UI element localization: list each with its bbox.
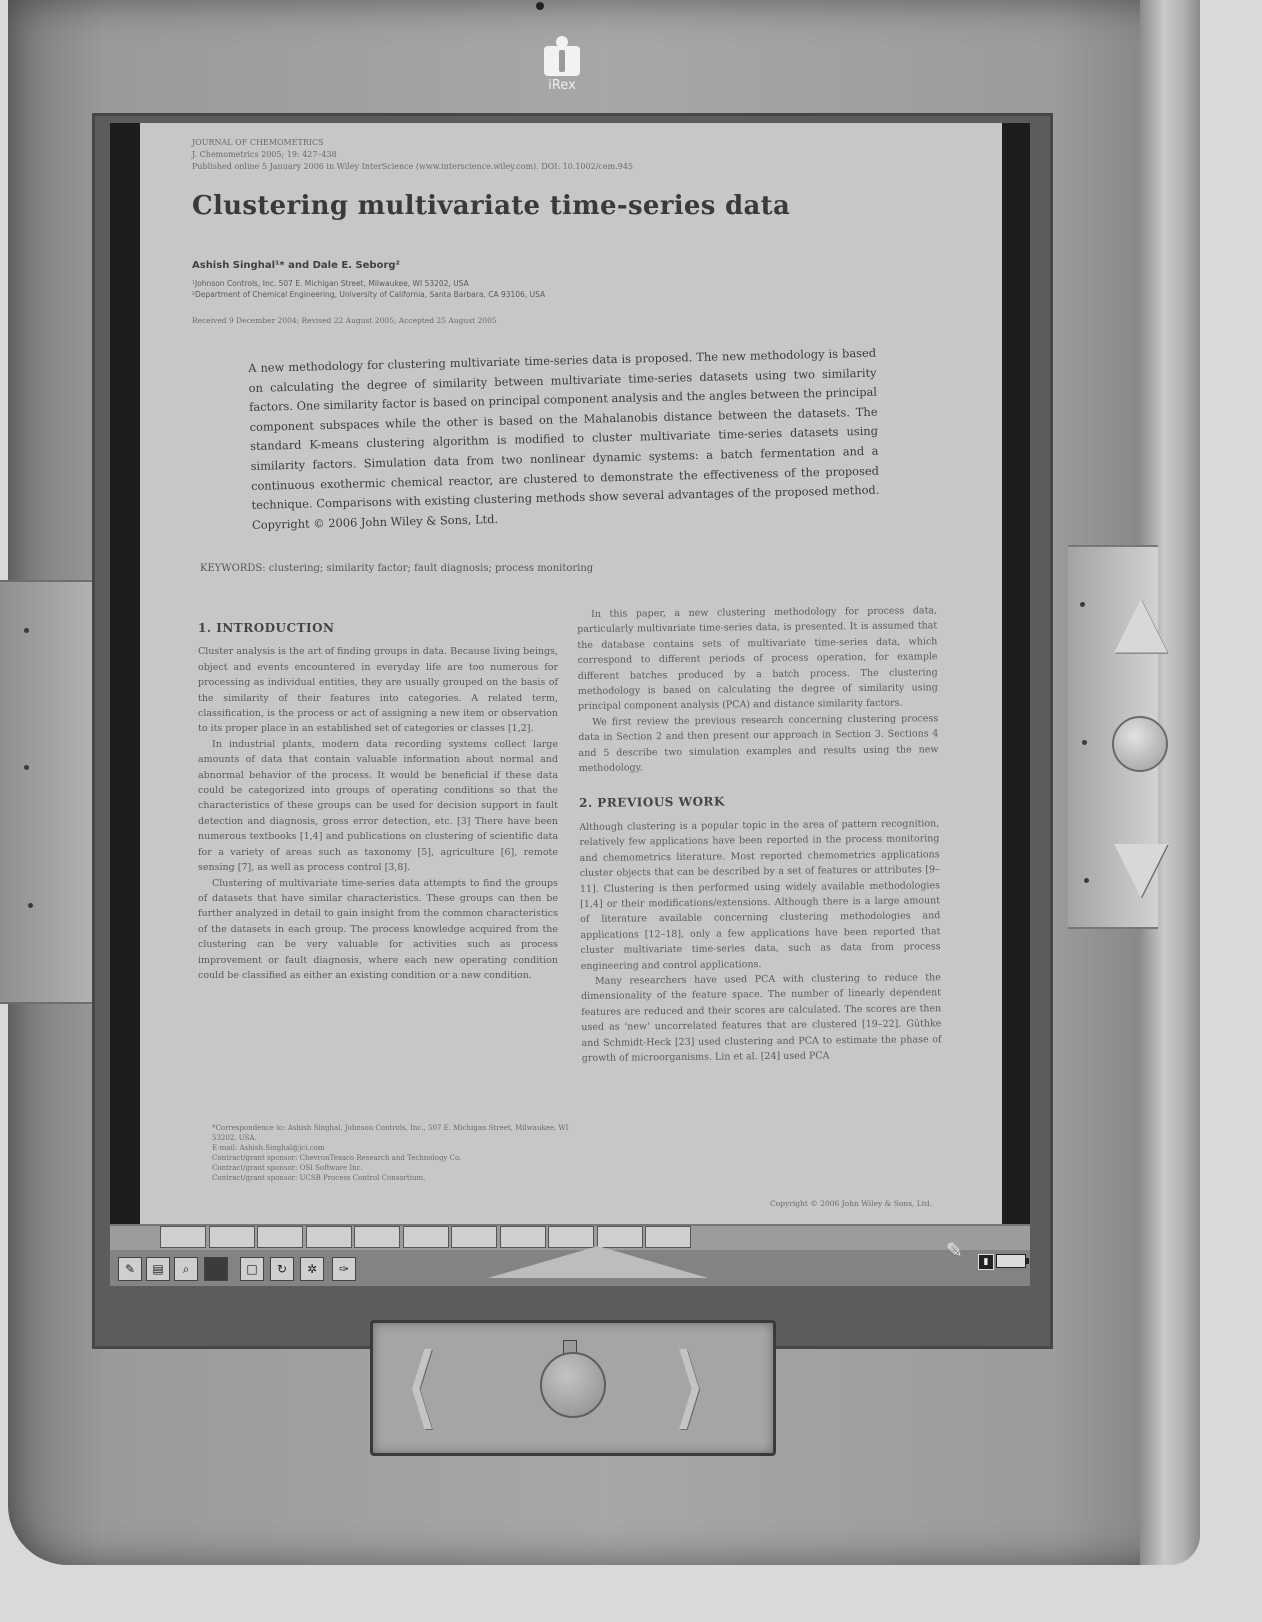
document-page[interactable] <box>140 123 1002 1253</box>
left-column <box>198 621 558 983</box>
page-slot[interactable] <box>209 1226 255 1248</box>
affiliation-1: ¹Johnson Controls, Inc. 507 E. Michigan Street, Milwaukee, WI 53202, USA <box>192 279 469 288</box>
page-slot[interactable] <box>306 1226 352 1248</box>
prev-page-arrow-icon[interactable]: ⟨ <box>404 1334 440 1439</box>
lock-icon[interactable]: ▮ <box>978 1254 994 1270</box>
paper-authors: Ashish Singhal¹* and Dale E. Seborg² <box>192 260 400 271</box>
paragraph: In industrial plants, modern data recording systems collect large amounts of data that contain valuable information about normal and abnormal behavior of the process. It would be beneficial if these data could be categorized into groups of operating conditions so that the characteristics of these groups can be used for decision support in fault detection and diagnosis, gross error detection, etc. [3] There have been numerous textbooks [1,4] and publications on clustering of scientific data for a variety of areas such as taxonomy [5], agriculture [6], remote sensing [7], as well as process control [3,8]. <box>198 738 558 874</box>
page-icon[interactable]: □ <box>240 1257 264 1281</box>
footnote <box>212 1123 592 1183</box>
journal-published: Published online 5 January 2006 in Wiley InterScience (www.interscience.wiley.com). DOI: 10.1002/cem.945 <box>192 162 633 171</box>
page-slot[interactable] <box>160 1226 206 1248</box>
next-page-arrow-icon[interactable]: ⟩ <box>672 1334 708 1439</box>
affiliation-2: ²Department of Chemical Engineering, University of California, Santa Barbara, CA 93106, USA <box>192 290 546 299</box>
brand-name: iRex <box>548 78 576 93</box>
footnote-line: Contract/grant sponsor: ChevronTexaco Research and Technology Co. <box>212 1154 462 1162</box>
left-side-dot <box>24 765 29 770</box>
footnote-line: E-mail: Ashish.Singhal@jci.com <box>212 1144 325 1152</box>
page-copyright: Copyright © 2006 John Wiley & Sons, Ltd. <box>769 1199 932 1208</box>
journal-header <box>192 137 792 173</box>
received-dates: Received 9 December 2004; Revised 22 August 2005; Accepted 25 August 2005 <box>192 316 497 325</box>
tag-icon[interactable]: ✲ <box>300 1257 324 1281</box>
author-affiliations <box>192 278 832 300</box>
journal-citation: J. Chemometrics 2005; 19: 427–438 <box>192 150 337 159</box>
journal-name: JOURNAL OF CHEMOMETRICS <box>192 138 324 147</box>
paragraph: Many researchers have used PCA with clustering to reduce the dimensionality of the feature space. The number of linearly dependent features are reduced and their scores are calculated. The scores are then used as 'new' uncorrelated features that are clustered [19–22]. Güthke and Schmidt-Heck [23] used clustering and PCA to estimate the phase of growth of microorganisms. Lin et al. [24] used PCA <box>581 972 942 1064</box>
footnote-line: *Correspondence to: Ashish Singhal, Johnson Controls, Inc., 507 E. Michigan Street, Milwaukee, WI 53202, USA. <box>212 1124 569 1142</box>
left-side-panel <box>0 580 100 1004</box>
pen-tool-icon[interactable]: ✎ <box>118 1257 142 1281</box>
paper-title: Clustering multivariate time-series data <box>192 191 791 221</box>
left-side-dot <box>28 903 33 908</box>
page-slot[interactable] <box>645 1226 691 1248</box>
paragraph: Although clustering is a popular topic in the area of pattern recognition, relatively few applications have been reported in the process monitoring and chemometrics literature. Most reported chemometrics applications cluster objects that can be described by a set of features or attributes [9–11]. Clustering is then performed using widely available methodologies [1,4] or their modifications/extensions. Although there is a large amount of literature available concerning clustering methodologies and applications [12–18], only a few applications have been reported that cluster multivariate time-series data, such as data from process engineering and control applications. <box>579 818 941 972</box>
edit-icon[interactable]: ✑ <box>332 1257 356 1281</box>
page-slot[interactable] <box>257 1226 303 1248</box>
brand-logo <box>535 36 589 94</box>
page-slot[interactable] <box>403 1226 449 1248</box>
search-icon[interactable]: ⌕ <box>174 1257 198 1281</box>
blank-icon[interactable] <box>204 1257 228 1281</box>
center-button[interactable] <box>540 1352 606 1418</box>
down-arrow-icon[interactable]: ▼ <box>1114 824 1168 906</box>
right-side-dot <box>1082 740 1087 745</box>
battery-icon <box>996 1254 1026 1268</box>
paragraph: Clustering of multivariate time-series data attempts to find the groups of datasets that have similar characteristics. These groups can then be further analyzed in detail to gain insight from the common characteristics of the datasets in each group. The process knowledge acquired from the clustering can be very valuable for activities such as process improvement or fault diagnosis, where each new operating condition could be classified as either an existing condition or a new condition. <box>198 877 558 981</box>
paragraph: Cluster analysis is the art of finding groups in data. Because living beings, object and events encountered in everyday life are too numerous for processing as individual entities, they are usually grouped on the basis of the similarity of their features into categories. A related term, classification, is the process or act of assigning a new item or observation to its proper place in an established set of categories or classes [1,2]. <box>198 646 558 735</box>
stylus-icon[interactable]: ✎ <box>946 1238 963 1262</box>
section-heading-introduction: 1. INTRODUCTION <box>198 621 335 635</box>
up-arrow-icon[interactable]: ▲ <box>1114 579 1168 661</box>
irex-logo-icon <box>544 36 580 76</box>
page-slot[interactable] <box>597 1226 643 1248</box>
paragraph: We first review the previous research concerning clustering process data in Section 2 and then present our approach in Section 3. Sections 4 and 5 describe two simulation examples and results using the new methodology. <box>578 713 939 775</box>
keywords: KEYWORDS: clustering; similarity factor; fault diagnosis; process monitoring <box>200 563 594 574</box>
status-led <box>536 2 544 10</box>
footnote-line: Contract/grant sponsor: UCSB Process Control Consortium. <box>212 1174 426 1182</box>
left-side-dot <box>24 628 29 633</box>
page-slot[interactable] <box>451 1226 497 1248</box>
toolbar-indicator <box>488 1246 708 1278</box>
page-slot[interactable] <box>548 1226 594 1248</box>
side-knob-button[interactable] <box>1112 716 1168 772</box>
right-side-dot <box>1084 878 1089 883</box>
paragraph: In this paper, a new clustering methodology for process data, particularly multivariate time-series data, is presented. It is assumed that the database contains sets of multivariate time-series data, which correspond to different periods of process operation, for example different batches produced by a batch process. The clustering methodology is based on calculating the degree of similarity using principal component analysis (PCA) and distance similarity factors. <box>577 605 938 713</box>
right-column <box>577 603 942 1066</box>
page-slot[interactable] <box>500 1226 546 1248</box>
document-icon[interactable]: ▤ <box>146 1257 170 1281</box>
rotate-icon[interactable]: ↻ <box>270 1257 294 1281</box>
abstract: A new methodology for clustering multivariate time-series data is proposed. The new methodology is based on calculating the degree of similarity between multivariate time-series datasets using two similarity factors. One similarity factor is based on principal component analysis and the angles between the principal component subspaces while the other is based on the Mahalanobis distance between the datasets. The standard K-means clustering algorithm is modified to cluster multivariate time-series datasets using similarity factors. Simulation data from two nonlinear dynamic systems: a batch fermentation and a continuous exothermic chemical reactor, are clustered to demonstrate the effectiveness of the proposed technique. Comparisons with existing clustering methods show several advantages of the proposed method. Copyright © 2006 John Wiley & Sons, Ltd. <box>248 345 880 532</box>
right-side-dot <box>1080 602 1085 607</box>
section-heading-previous-work: 2. PREVIOUS WORK <box>578 794 725 811</box>
page-slot[interactable] <box>354 1226 400 1248</box>
footnote-line: Contract/grant sponsor: OSI Software Inc. <box>212 1164 363 1172</box>
